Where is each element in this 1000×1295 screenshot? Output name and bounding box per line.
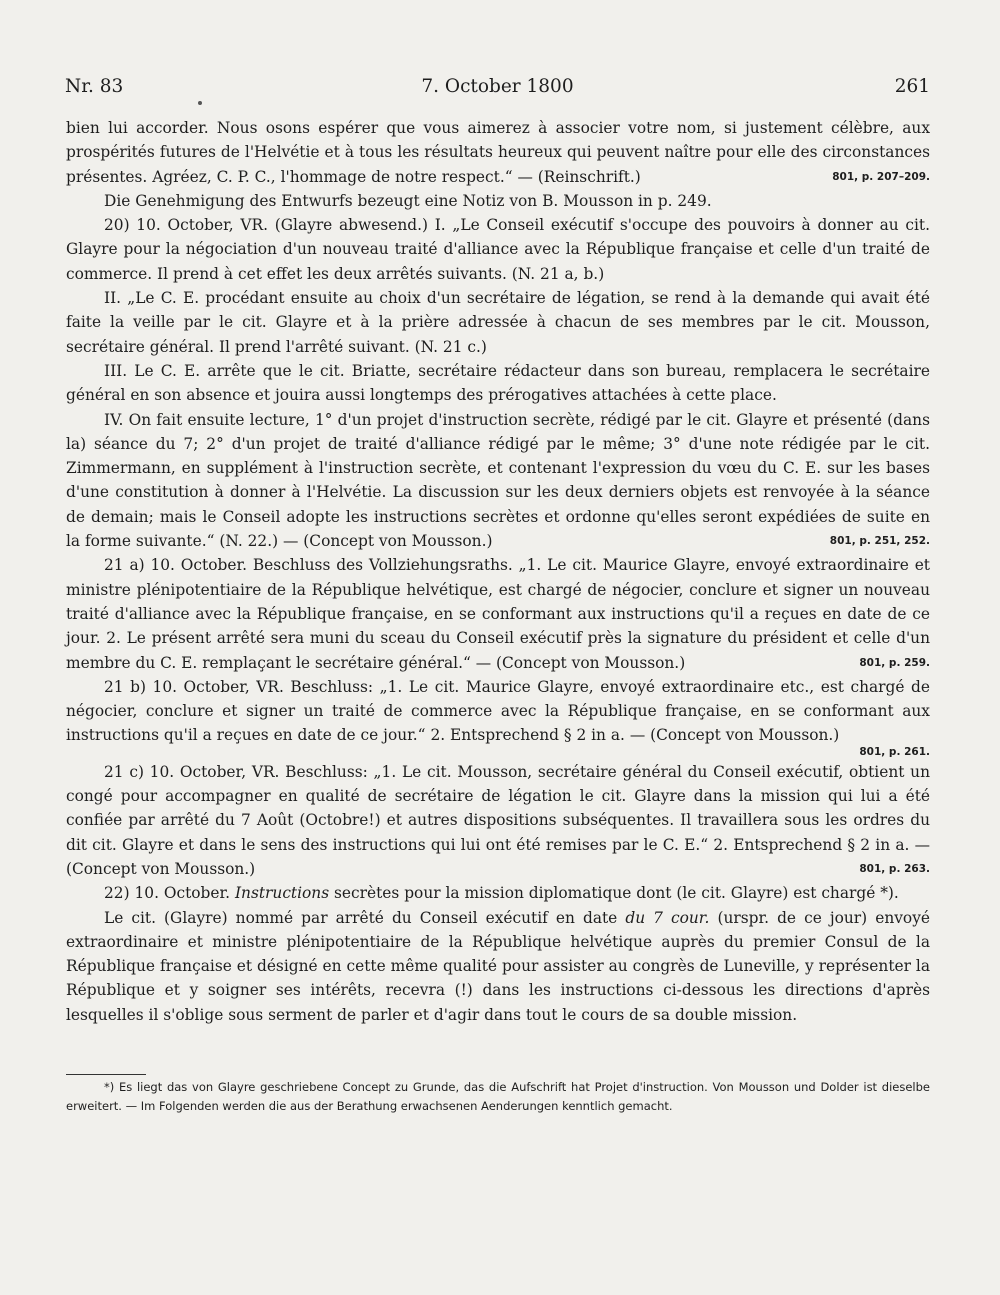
page-number: 261	[894, 76, 930, 97]
archive-reference: 801, p. 259.	[859, 656, 930, 669]
archive-reference: 801, p. 263.	[859, 862, 930, 875]
ink-dot	[198, 101, 202, 105]
page-header	[65, 76, 930, 104]
archive-reference: 801, p. 251, 252.	[829, 535, 930, 548]
paragraph: II. „Le C. E. procédant ensuite au choix d'un secrétaire de légation, se rend à la demande qui avait été faite la veille par le cit. Glayre et à la prière adressée à chacun de ses membres par le cit. Mousson, secrétaire général. Il prend l'arrêté suivant. (N. 21 c.)	[66, 289, 930, 356]
footnote: *) Es liegt das von Glayre geschriebene Concept zu Grunde, das die Aufschrift hat Projet d'instruction. Von Mousson und Dolder ist dieselbe erweitert. — Im Folgenden werden die aus der Berathung erwachsenen Aenderungen kenntlich gemacht.	[66, 1080, 930, 1113]
header-date: 7. October 1800	[421, 76, 574, 97]
footnote-rule	[66, 1074, 146, 1075]
paragraph: Le cit. (Glayre) nommé par arrêté du Conseil exécutif en date du 7 cour. (urspr. de ce jour) envoyé extraordinaire et ministre plénipotentiaire de la République helvétique auprès du premier Consul de la République française et désigné en cette même qualité pour assister au congrès de Luneville, y représenter la République et y soigner ses intérêts, recevra (!) dans les instructions ci-dessous les directions d'après lesquelles il s'oblige sous serment de parler et d'agir dans tout le cours de sa double mission.	[66, 908, 930, 1024]
paragraph: bien lui accorder. Nous osons espérer que vous aimerez à associer votre nom, si justement célèbre, aux prospérités futures de l'Helvétie et à tous les résultats heureux qui peuvent naître pour elle des circonstances présentes. Agréez, C. P. C., l'hommage de notre respect.“ — (Reinschrift.) 801, p. 207–209.	[66, 116, 930, 189]
archive-reference: 801, p. 261.	[859, 745, 930, 758]
paragraph: 20) 10. October, VR. (Glayre abwesend.) I. „Le Conseil exécutif s'occupe des pouvoirs à donner au cit. Glayre pour la négociation d'un nouveau traité d'alliance avec la République française et celle d'un traité de commerce. Il prend à cet effet les deux arrêtés suivants. (N. 21 a, b.)	[66, 216, 930, 283]
paragraph: III. Le C. E. arrête que le cit. Briatte, secrétaire rédacteur dans son bureau, remplacera le secrétaire général en son absence et jouira aussi longtemps des prérogatives attachées à cette place.	[66, 361, 930, 405]
archive-reference: 801, p. 207–209.	[832, 170, 930, 183]
paragraph: 21 a) 10. October. Beschluss des Vollziehungsraths. „1. Le cit. Maurice Glayre, envoyé extraordinaire et ministre plénipotentiaire de la République helvétique, est chargé de négocier, conclure et signer un nouveau traité d'alliance avec la République française, en se conformant aux instructions qu'il a reçues en date de ce jour. 2. Le présent arrêté sera muni du sceau du Conseil exécutif près la signature du président et celle d'un membre du C. E. remplaçant le secrétaire général.“ — (Concept von Mousson.) 801, p. 259.	[66, 553, 930, 674]
paragraph: 21 b) 10. October, VR. Beschluss: „1. Le cit. Maurice Glayre, envoyé extraordinaire etc., est chargé de négocier, conclure et signer un traité de commerce avec la République française, en se conformant aux instructions qu'il a reçues en date de ce jour.“ 2. Entsprechend § 2 in a. — (Concept von Mousson.)	[66, 677, 930, 745]
paragraph: 22) 10. October. Instructions secrètes pour la mission diplomatique dont (le cit. Glayre) est chargé *).	[104, 884, 899, 903]
paragraph: Die Genehmigung des Entwurfs bezeugt eine Notiz von B. Mousson in p. 249.	[104, 191, 712, 210]
paragraph: 21 c) 10. October, VR. Beschluss: „1. Le cit. Mousson, secrétaire général du Conseil exécutif, obtient un congé pour accompagner en qualité de secrétaire de légation le cit. Glayre dans la mission qui lui a été confiée par arrêté du 7 Août (Octobre!) et autres dispositions subséquentes. Il travaillera sous les ordres du dit cit. Glayre et dans le sens des instructions qui lui ont été remises par le C. E.“ 2. Entsprechend § 2 in a. — (Concept von Mousson.) 801, p. 263.	[66, 760, 930, 881]
paragraph: IV. On fait ensuite lecture, 1° d'un projet d'instruction secrète, rédigé par le cit. Glayre et présenté (dans la) séance du 7; 2° d'un projet de traité d'alliance rédigé par le même; 3° d'une note rédigée par le cit. Zimmermann, en supplément à l'instruction secrète, et contenant l'expression du vœu du C. E. sur les bases d'une constitution à donner à l'Helvétie. La discussion sur les deux derniers objets est renvoyée à la séance de demain; mais le Conseil adopte les instructions secrètes et ordonne qu'elles seront expédiées de suite en la forme suivante.“ (N. 22.) — (Concept von Mousson.) 801, p. 251, 252.	[66, 408, 930, 554]
document-number: Nr. 83	[65, 76, 124, 97]
main-text	[66, 116, 930, 1027]
